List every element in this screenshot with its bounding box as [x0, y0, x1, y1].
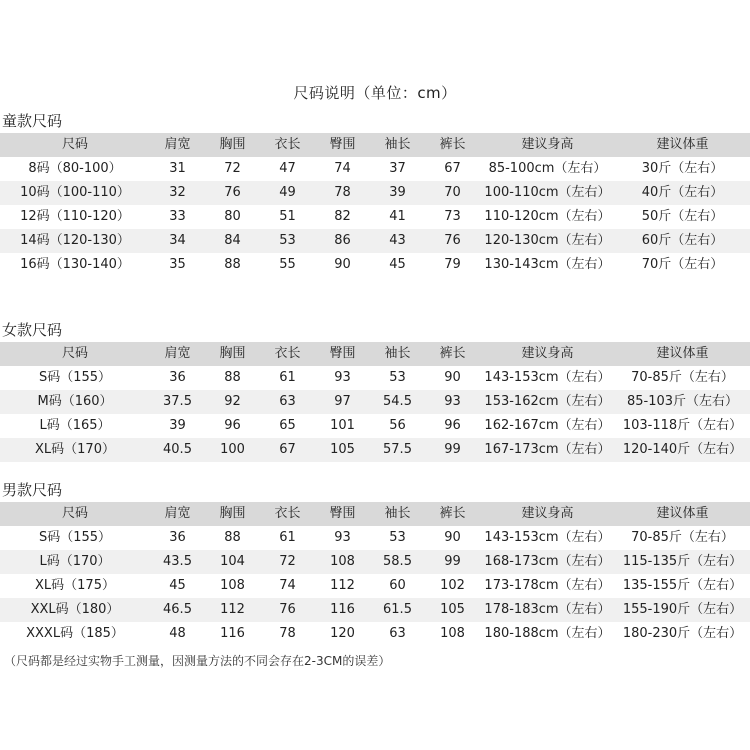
table-cell: 96 — [444, 418, 461, 433]
table-cell: 33 — [169, 209, 186, 224]
table-cell: S码（155） — [38, 370, 112, 385]
table-cell: 102 — [440, 578, 465, 593]
table-cell: 78 — [279, 626, 296, 641]
table-cell: 65 — [279, 418, 296, 433]
table-cell: 120-130cm（左右） — [484, 233, 611, 248]
table-cell: 104 — [220, 554, 245, 569]
table-cell: 49 — [279, 185, 296, 200]
table-cell: 10码（100-110） — [20, 185, 130, 200]
table-row — [0, 157, 750, 181]
table-cell: 76 — [279, 602, 296, 617]
table-cell: 76 — [224, 185, 241, 200]
table-row — [0, 181, 750, 205]
table-cell: 72 — [224, 161, 241, 176]
table-cell: 46.5 — [163, 602, 192, 617]
table-cell: 53 — [389, 530, 406, 545]
section-title: 童款尺码 — [2, 112, 63, 130]
table-cell: 100-110cm（左右） — [484, 185, 611, 200]
table-cell: 35 — [169, 257, 186, 272]
table-cell: S码（155） — [38, 530, 112, 545]
table-cell: 51 — [279, 209, 296, 224]
table-cell: 43 — [389, 233, 406, 248]
table-cell: 112 — [220, 602, 245, 617]
table-cell: 39 — [389, 185, 406, 200]
table-cell: 61 — [279, 370, 296, 385]
table-row — [0, 390, 750, 414]
table-row — [0, 598, 750, 622]
table-cell: 60斤（左右） — [641, 233, 724, 248]
column-header: 衣长 — [274, 346, 301, 361]
column-header: 裤长 — [439, 346, 466, 361]
table-cell: 108 — [440, 626, 465, 641]
table-cell: 85-100cm（左右） — [488, 161, 607, 176]
column-header: 尺码 — [61, 137, 88, 152]
table-cell: 76 — [444, 233, 461, 248]
table-cell: 50斤（左右） — [641, 209, 724, 224]
table-cell: 105 — [330, 442, 355, 457]
size-table — [0, 342, 750, 462]
table-cell: 63 — [279, 394, 296, 409]
table-cell: 112 — [330, 578, 355, 593]
table-row — [0, 253, 750, 277]
table-cell: 72 — [279, 554, 296, 569]
table-cell: 70斤（左右） — [641, 257, 724, 272]
table-cell: 40.5 — [163, 442, 192, 457]
men-size-section — [0, 478, 750, 646]
table-cell: 135-155斤（左右） — [622, 578, 743, 593]
table-cell: 92 — [224, 394, 241, 409]
table-cell: 67 — [444, 161, 461, 176]
table-row — [0, 622, 750, 646]
table-row — [0, 526, 750, 550]
table-cell: L码（165） — [39, 418, 111, 433]
table-cell: XL码（175） — [35, 578, 115, 593]
column-header: 胸围 — [219, 506, 246, 521]
table-cell: 99 — [444, 442, 461, 457]
table-cell: 56 — [389, 418, 406, 433]
table-cell: 30斤（左右） — [641, 161, 724, 176]
table-cell: 48 — [169, 626, 186, 641]
table-cell: 67 — [279, 442, 296, 457]
column-header: 建议体重 — [656, 506, 709, 521]
table-cell: M码（160） — [37, 394, 113, 409]
column-header: 建议体重 — [656, 346, 709, 361]
kids-size-section — [0, 109, 750, 277]
table-cell: 86 — [334, 233, 351, 248]
table-cell: 41 — [389, 209, 406, 224]
table-cell: 8码（80-100） — [28, 161, 122, 176]
table-cell: 53 — [279, 233, 296, 248]
column-header: 建议身高 — [521, 506, 574, 521]
table-cell: 43.5 — [163, 554, 192, 569]
table-cell: 115-135斤（左右） — [622, 554, 743, 569]
table-cell: 90 — [444, 530, 461, 545]
table-cell: 60 — [389, 578, 406, 593]
table-cell: 45 — [389, 257, 406, 272]
table-cell: 180-230斤（左右） — [622, 626, 743, 641]
table-cell: 54.5 — [383, 394, 412, 409]
column-header: 胸围 — [219, 137, 246, 152]
column-header: 臀围 — [329, 346, 356, 361]
table-cell: 53 — [389, 370, 406, 385]
table-cell: XXL码（180） — [30, 602, 120, 617]
table-cell: 40斤（左右） — [641, 185, 724, 200]
table-cell: 100 — [220, 442, 245, 457]
table-cell: 90 — [334, 257, 351, 272]
table-cell: 168-173cm（左右） — [484, 554, 611, 569]
table-cell: 73 — [444, 209, 461, 224]
table-header-row — [0, 133, 750, 157]
column-header: 尺码 — [61, 346, 88, 361]
table-cell: 37 — [389, 161, 406, 176]
table-cell: 178-183cm（左右） — [484, 602, 611, 617]
table-cell: 108 — [330, 554, 355, 569]
table-cell: XXXL码（185） — [26, 626, 124, 641]
table-cell: 90 — [444, 370, 461, 385]
section-title: 女款尺码 — [2, 321, 63, 339]
table-cell: 16码（130-140） — [20, 257, 130, 272]
table-cell: 14码（120-130） — [20, 233, 130, 248]
table-cell: 34 — [169, 233, 186, 248]
table-cell: 70-85斤（左右） — [631, 370, 734, 385]
table-cell: 39 — [169, 418, 186, 433]
table-cell: 153-162cm（左右） — [484, 394, 611, 409]
table-cell: 78 — [334, 185, 351, 200]
column-header: 衣长 — [274, 506, 301, 521]
table-cell: 93 — [334, 530, 351, 545]
column-header: 袖长 — [384, 346, 411, 361]
table-cell: 143-153cm（左右） — [484, 530, 611, 545]
table-cell: 74 — [279, 578, 296, 593]
table-cell: 58.5 — [383, 554, 412, 569]
table-cell: 12码（110-120） — [20, 209, 130, 224]
table-cell: 80 — [224, 209, 241, 224]
table-cell: 99 — [444, 554, 461, 569]
column-header: 肩宽 — [164, 346, 191, 361]
column-header: 衣长 — [274, 137, 301, 152]
column-header: 裤长 — [439, 137, 466, 152]
table-cell: XL码（170） — [35, 442, 115, 457]
column-header: 袖长 — [384, 137, 411, 152]
table-cell: 120 — [330, 626, 355, 641]
table-cell: 93 — [334, 370, 351, 385]
table-cell: 82 — [334, 209, 351, 224]
table-cell: 130-143cm（左右） — [484, 257, 611, 272]
table-cell: 162-167cm（左右） — [484, 418, 611, 433]
table-cell: 32 — [169, 185, 186, 200]
table-cell: 173-178cm（左右） — [484, 578, 611, 593]
table-row — [0, 438, 750, 462]
table-cell: 93 — [444, 394, 461, 409]
section-title: 男款尺码 — [2, 481, 63, 499]
table-cell: 57.5 — [383, 442, 412, 457]
table-row — [0, 205, 750, 229]
column-header: 臀围 — [329, 137, 356, 152]
table-header-row — [0, 342, 750, 366]
table-cell: 31 — [169, 161, 186, 176]
table-cell: 79 — [444, 257, 461, 272]
column-header: 胸围 — [219, 346, 246, 361]
table-cell: 36 — [169, 530, 186, 545]
column-header: 袖长 — [384, 506, 411, 521]
table-cell: 63 — [389, 626, 406, 641]
table-cell: 155-190斤（左右） — [622, 602, 743, 617]
column-header: 建议身高 — [521, 137, 574, 152]
table-row — [0, 574, 750, 598]
table-cell: 101 — [330, 418, 355, 433]
table-cell: L码（170） — [39, 554, 111, 569]
table-cell: 70 — [444, 185, 461, 200]
table-cell: 47 — [279, 161, 296, 176]
table-cell: 110-120cm（左右） — [484, 209, 611, 224]
table-cell: 84 — [224, 233, 241, 248]
table-cell: 167-173cm（左右） — [484, 442, 611, 457]
table-cell: 88 — [224, 370, 241, 385]
page-title: 尺码说明（单位：cm） — [293, 84, 457, 102]
table-cell: 97 — [334, 394, 351, 409]
table-cell: 120-140斤（左右） — [622, 442, 743, 457]
table-row — [0, 366, 750, 390]
table-cell: 36 — [169, 370, 186, 385]
size-table — [0, 133, 750, 277]
women-size-section — [0, 318, 750, 462]
table-row — [0, 414, 750, 438]
table-cell: 45 — [169, 578, 186, 593]
table-row — [0, 229, 750, 253]
table-cell: 143-153cm（左右） — [484, 370, 611, 385]
table-cell: 61.5 — [383, 602, 412, 617]
table-header-row — [0, 502, 750, 526]
measurement-note: （尺码都是经过实物手工测量，因测量方法的不同会存在2-3CM的误差） — [4, 654, 391, 668]
column-header: 建议体重 — [656, 137, 709, 152]
column-header: 尺码 — [61, 506, 88, 521]
table-cell: 105 — [440, 602, 465, 617]
table-cell: 37.5 — [163, 394, 192, 409]
table-cell: 103-118斤（左右） — [622, 418, 743, 433]
table-row — [0, 550, 750, 574]
table-cell: 85-103斤（左右） — [626, 394, 739, 409]
table-cell: 61 — [279, 530, 296, 545]
column-header: 建议身高 — [521, 346, 574, 361]
column-header: 裤长 — [439, 506, 466, 521]
table-cell: 88 — [224, 530, 241, 545]
table-cell: 96 — [224, 418, 241, 433]
table-cell: 116 — [330, 602, 355, 617]
table-cell: 74 — [334, 161, 351, 176]
table-cell: 70-85斤（左右） — [631, 530, 734, 545]
column-header: 臀围 — [329, 506, 356, 521]
size-table — [0, 502, 750, 646]
column-header: 肩宽 — [164, 506, 191, 521]
table-cell: 108 — [220, 578, 245, 593]
table-cell: 88 — [224, 257, 241, 272]
table-cell: 180-188cm（左右） — [484, 626, 611, 641]
table-cell: 116 — [220, 626, 245, 641]
column-header: 肩宽 — [164, 137, 191, 152]
table-cell: 55 — [279, 257, 296, 272]
